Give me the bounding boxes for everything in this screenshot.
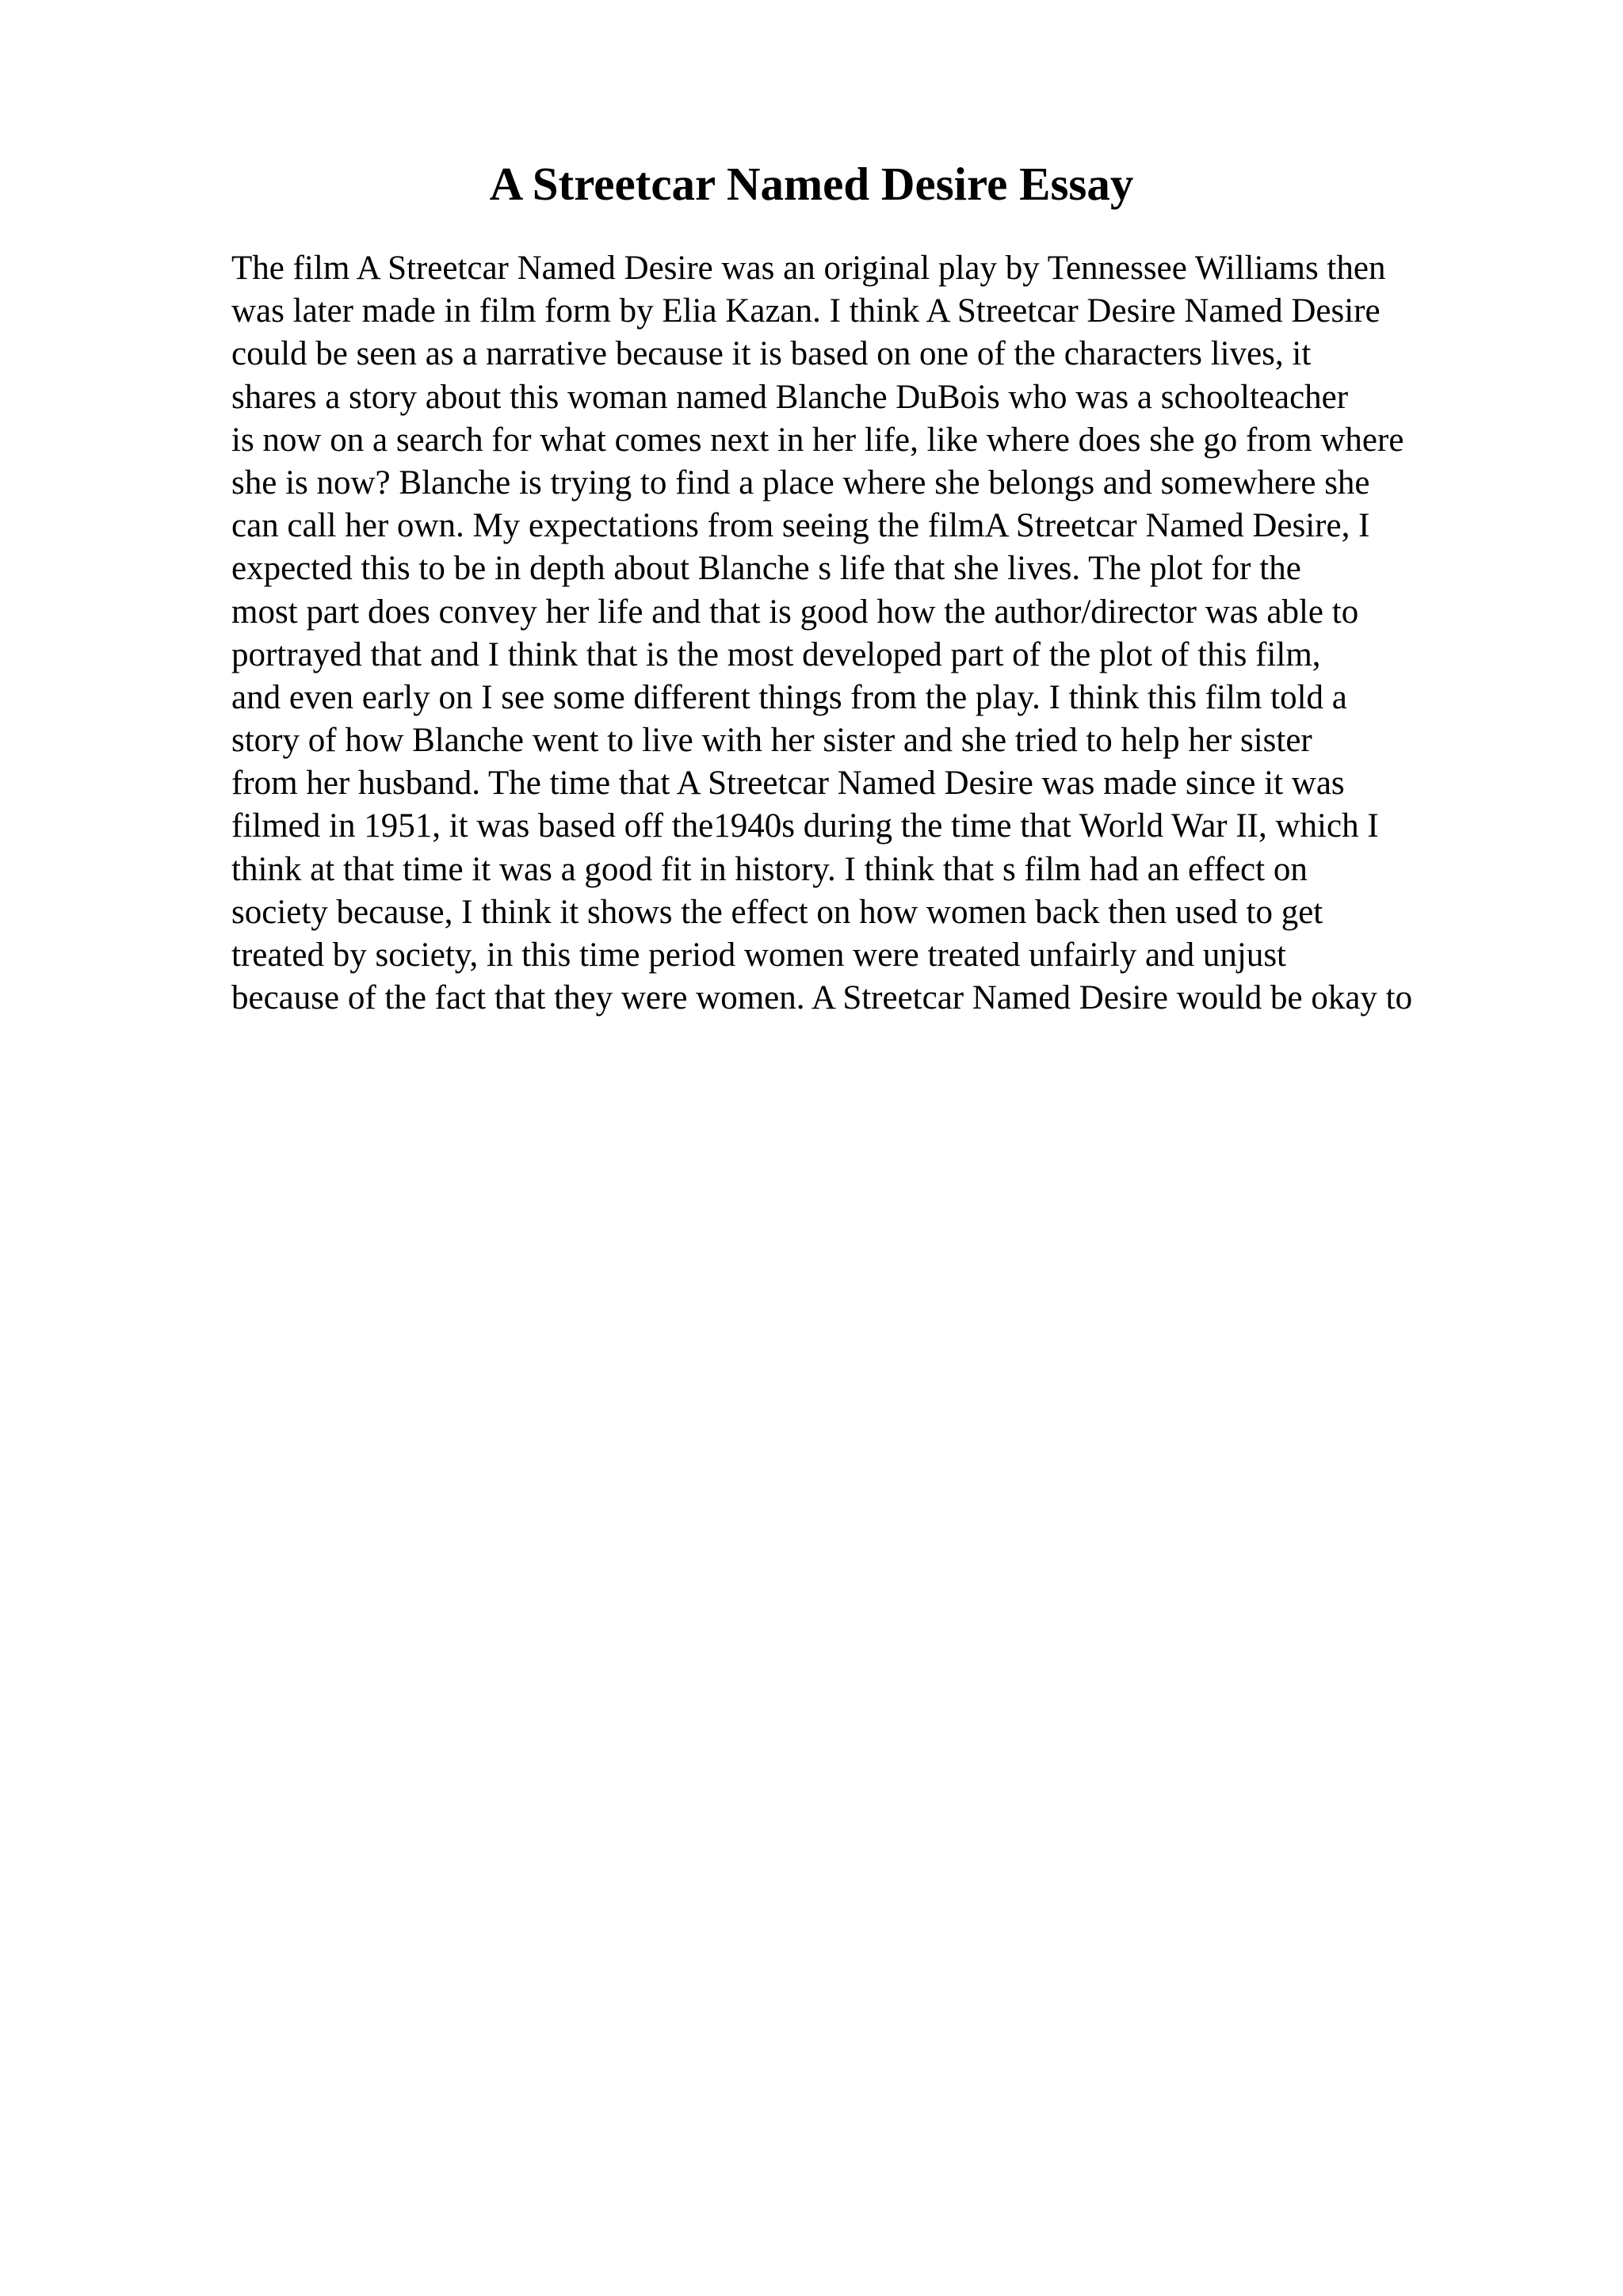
essay-line: because of the fact that they were women. A Streetcar Named Desire would be okay to [231, 979, 1413, 1017]
essay-line: can call her own. My expectations from seeing the filmA Streetcar Named Desire, I [231, 507, 1370, 545]
essay-line: filmed in 1951, it was based off the1940s during the time that World War II, which I [231, 807, 1379, 845]
essay-line: was later made in film form by Elia Kazan. I think A Streetcar Desire Named Desire [231, 292, 1381, 330]
essay-line: story of how Blanche went to live with her sister and she tried to help her sister [231, 722, 1312, 760]
essay-line: most part does convey her life and that is good how the author/director was able to [231, 593, 1359, 631]
essay-line: is now on a search for what comes next in her life, like where does she go from where [231, 421, 1404, 459]
essay-line: she is now? Blanche is trying to find a place where she belongs and somewhere she [231, 463, 1370, 502]
essay-line: and even early on I see some different things from the play. I think this film told a [231, 678, 1347, 716]
essay-body [231, 247, 1594, 1020]
essay-line: could be seen as a narrative because it is based on one of the characters lives, it [231, 335, 1312, 373]
essay-line: expected this to be in depth about Blanche s life that she lives. The plot for the [231, 550, 1301, 588]
essay-line: from her husband. The time that A Streetcar Named Desire was made since it was [231, 765, 1345, 803]
essay-line: society because, I think it shows the effect on how women back then used to get [231, 893, 1323, 931]
essay-line: The film A Streetcar Named Desire was an original play by Tennessee Williams then [231, 250, 1386, 287]
essay-line: treated by society, in this time period women were treated unfairly and unjust [231, 936, 1287, 974]
essay-line: think at that time it was a good fit in history. I think that s film had an effect on [231, 850, 1308, 888]
essay-line: shares a story about this woman named Blanche DuBois who was a schoolteacher [231, 378, 1349, 416]
essay-line: portrayed that and I think that is the most developed part of the plot of this film, [231, 635, 1321, 673]
essay-title: A Streetcar Named Desire Essay [489, 158, 1134, 210]
